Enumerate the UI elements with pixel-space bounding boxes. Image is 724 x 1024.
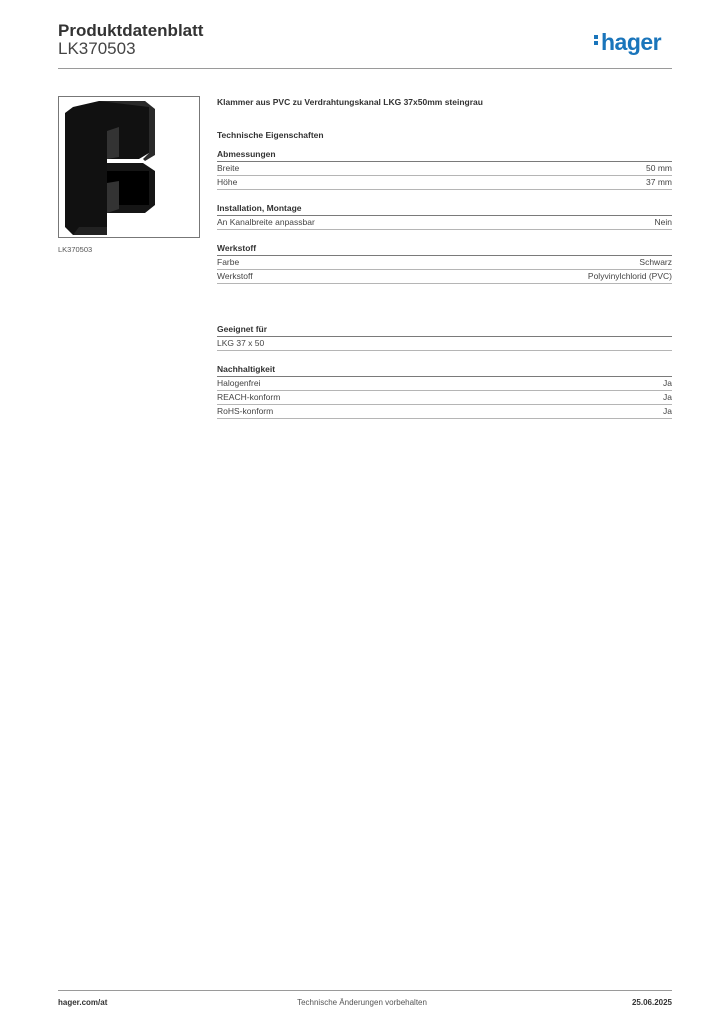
row-label: Werkstoff [217, 271, 253, 281]
table-row [217, 270, 672, 284]
row-label: Farbe [217, 257, 240, 267]
row-label: LKG 37 x 50 [217, 338, 265, 348]
section-abmessungen [217, 149, 672, 190]
row-label: Breite [217, 163, 240, 173]
table-row [217, 377, 672, 391]
tech-heading: Technische Eigenschaften [217, 130, 324, 140]
row-value: Ja [663, 406, 672, 416]
hager-logo [594, 29, 661, 56]
product-content [217, 96, 672, 419]
article-number: LK370503 [58, 39, 136, 58]
table-row [217, 216, 672, 230]
row-value: Ja [663, 392, 672, 402]
table-row [217, 391, 672, 405]
row-label: RoHS-konform [217, 406, 274, 416]
section-heading: Werkstoff [217, 243, 672, 256]
row-value: Nein [654, 217, 672, 227]
section-heading: Nachhaltigkeit [217, 364, 672, 377]
product-image [58, 96, 200, 238]
section-heading: Abmessungen [217, 149, 672, 162]
page-title: Produktdatenblatt [58, 21, 204, 40]
section-nachhaltigkeit [217, 364, 672, 419]
clip-product-icon [59, 97, 199, 237]
row-value: 50 mm [646, 163, 672, 173]
row-value: 37 mm [646, 177, 672, 187]
section-geeignet [217, 324, 672, 351]
section-heading: Geeignet für [217, 324, 672, 337]
product-title: Klammer aus PVC zu Verdrahtungskanal LKG 37x50mm steingrau [217, 97, 483, 107]
logo-text: hager [601, 29, 662, 55]
row-value: Polyvinylchlorid (PVC) [587, 271, 672, 281]
footer-date: 25.06.2025 [631, 998, 672, 1007]
row-value: Ja [663, 378, 672, 388]
table-row [217, 337, 672, 351]
section-heading: Installation, Montage [217, 203, 672, 216]
section-werkstoff [217, 243, 672, 284]
row-label: An Kanalbreite anpassbar [217, 217, 315, 227]
section-installation [217, 203, 672, 230]
row-label: Halogenfrei [217, 378, 261, 388]
table-row [217, 405, 672, 419]
table-row [217, 256, 672, 270]
image-caption: LK370503 [58, 245, 93, 254]
footer-website-link[interactable]: hager.com/at [58, 998, 108, 1007]
table-row [217, 162, 672, 176]
row-value: Schwarz [639, 257, 672, 267]
row-label: Höhe [217, 177, 238, 187]
footer-divider [58, 990, 672, 991]
logo-dots-icon [594, 33, 599, 47]
row-label: REACH-konform [217, 392, 281, 402]
table-row [217, 176, 672, 190]
footer-note: Technische Änderungen vorbehalten [297, 998, 427, 1007]
header-divider [58, 68, 672, 69]
